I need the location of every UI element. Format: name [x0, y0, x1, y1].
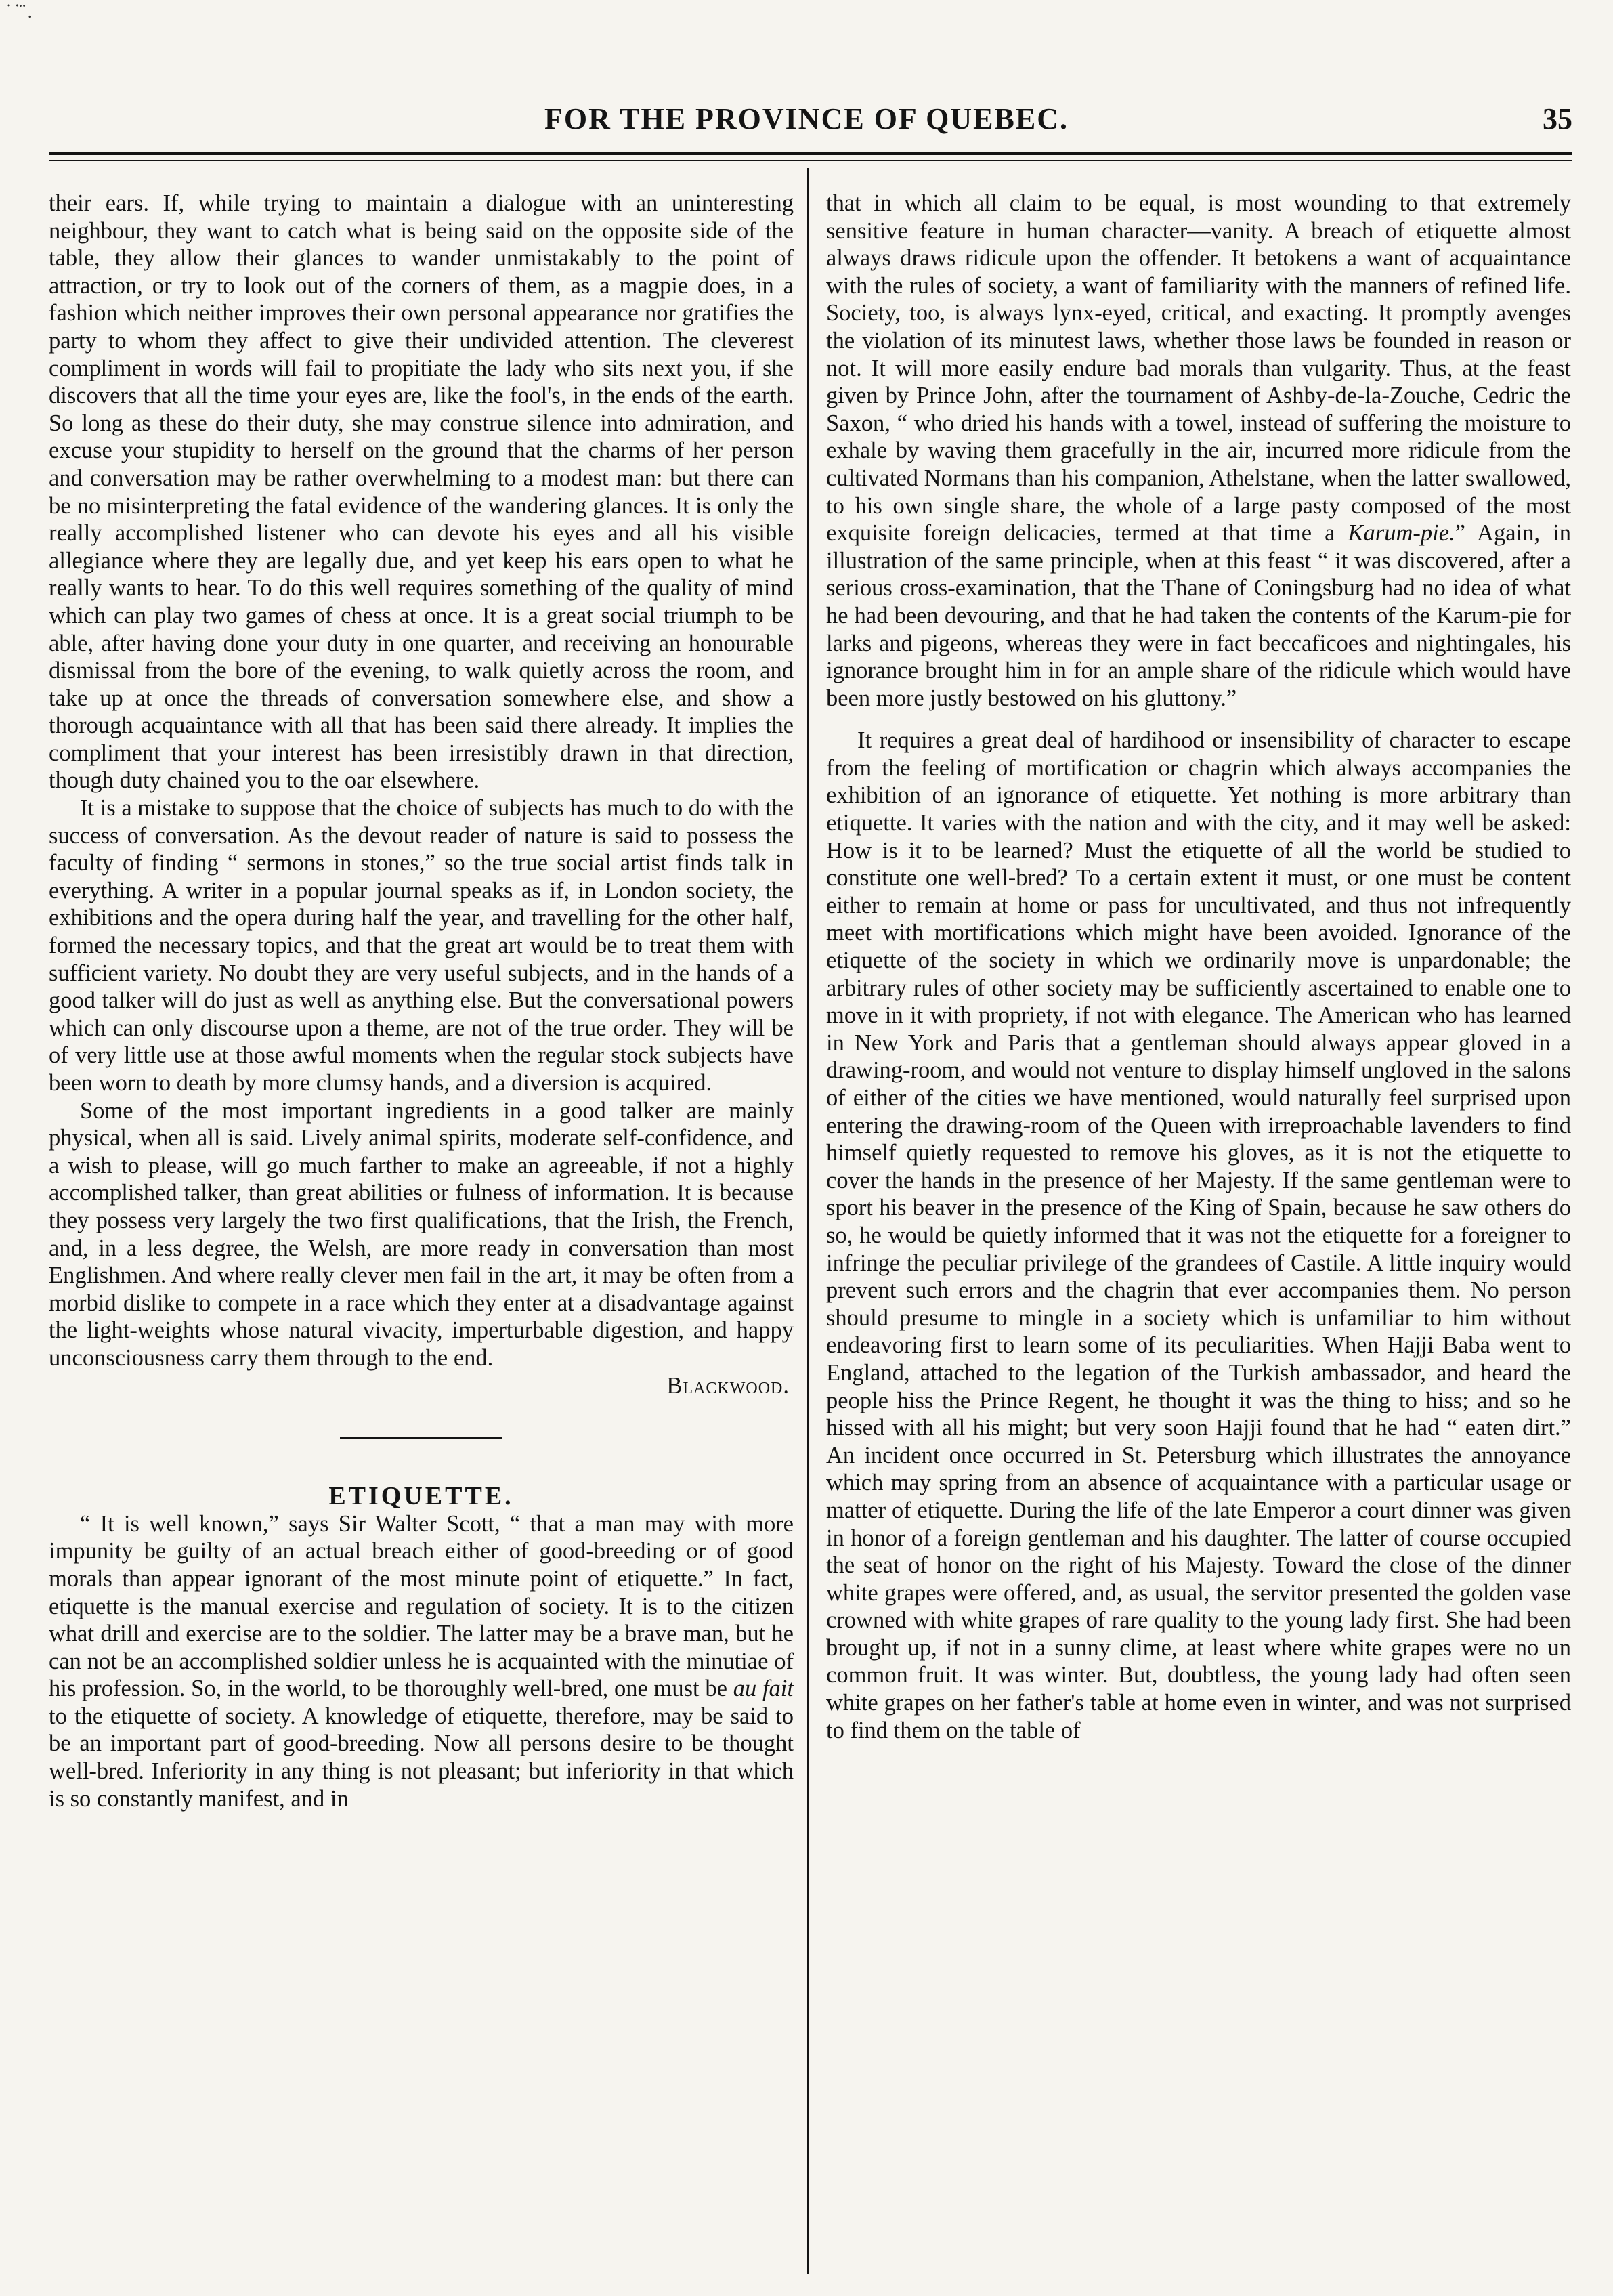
italic-au-fait: au fait — [733, 1676, 794, 1702]
paragraph-conversation-1: their ears. If, while trying to maintain a dialogue with an uninteresting neighbour, they want to catch what is being said on the opposite side of the table, they allow their glances to wander unmistakably to the point of attraction, or try to look out of the corners of them, as a magpie does, in a fashion which neither improves their own personal appearance nor gratifies the party to whom they affect to give their undivided attention. The cleverest compliment in words will fail to propitiate the lady who sits next you, if she discovers that all the time your eyes are, like the fool's, in the ends of the earth. So long as these do their duty, she may construe silence into admiration, and excuse your stupidity to herself on the ground that the charms of her person and conversation may be rather overwhelming to a modest man: but there can be no misinterpreting the fatal evidence of the wandering glances. It is only the really accomplished listener who can devote his eyes and all his visible allegiance where they are legally due, and yet keep his ears open to what he really wants to hear. To do this well requires something of the quality of mind which can play two games of chess at once. It is a great social triumph to be able, after having done your duty in one quarter, and receiving an honourable dismissal from the bore of the evening, to walk quietly across the room, and take up at once the threads of conversation somewhere else, and show a thorough acquaintance with all that has been said there already. It implies the compliment that your interest has been irresistibly drawn in that direction, though duty chained you to the oar elsewhere. — [49, 190, 794, 794]
left-column — [49, 190, 794, 2276]
paragraph-etiquette-2 — [826, 190, 1571, 712]
page-header — [41, 100, 1572, 141]
running-title: FOR THE PROVINCE OF QUEBEC. — [544, 102, 1069, 135]
section-divider — [340, 1437, 502, 1439]
right-column — [826, 190, 1571, 2276]
column-divider — [807, 168, 809, 2274]
paragraph-etiquette-2-text: that in which all claim to be equal, is most wounding to that extremely sensitive feature in human character—vanity. A breach of etiquette almost always draws ridicule upon the offender. It betokens a want of acquaintance with the rules of society, a want of familiarity with the manners of refined life. Society, too, is always lynx-eyed, critical, and exacting. It promptly avenges the violation of its minutest laws, whether those laws be founded in reason or not. It will more easily endure bad morals than vulgarity. Thus, at the feast given by Prince John, after the tournament of Ashby-de-la-Zouche, Cedric the Saxon, “ who dried his hands with a towel, instead of suffering the moisture to exhale by waving them gracefully in the air, incurred more ridicule from the cultivated Normans than his companion, Athelstane, when the latter swallowed, to his own single share, the whole of a large pasty composed of the most exquisite foreign delicacies, termed at that time a — [826, 190, 1571, 547]
paragraph-etiquette-1 — [49, 1510, 794, 1813]
italic-karum-pie: Karum-pie. — [1348, 520, 1455, 547]
header-rule-thick — [49, 152, 1572, 155]
paragraph-conversation-2: It is a mistake to suppose that the choice of subjects has much to do with the success of conversation. As the devout reader of nature is said to possess the faculty of finding “ sermons in stones,” so the true social artist finds talk in everything. A writer in a popular journal speaks as if, in London society, the exhibitions and the opera during half the year, and travelling for the other half, formed the necessary topics, and that the great art would be to treat them with sufficient variety. No doubt they are very useful subjects, and in the hands of a good talker will do just as well as anything else. But the conversational powers which can only discourse upon a theme, are not of the true order. They will be of very little use at those awful moments when the regular stock subjects have been worn to death by more clumsy hands, and a diversion is acquired. — [49, 795, 794, 1096]
paragraph-conversation-3: Some of the most important ingredients in a good talker are mainly physical, when all is said. Lively animal spirits, moderate self-confidence, and a wish to please, will go much farther to make an agreeable, if not a highly accomplished talker, than great abilities or fulness of information. It is because they possess very largely the two first qualifications, that the Irish, the French, and, in a less degree, the Welsh, are more ready in conversation than most Englishmen. And where really clever men fail in the art, it may be often from a morbid dislike to compete in a race which they enter at a disadvantage against the light-weights whose natural vivacity, imperturbable digestion, and happy unconsciousness carry them through to the end. — [49, 1097, 794, 1371]
paragraph-etiquette-1-text: “ It is well known,” says Sir Walter Scott, “ that a man may with more impunity be guilty of an actual breach either of good-breeding or of good morals than appear ignorant of the most minute point of etiquette.” In fact, etiquette is the manual exercise and regulation of society. It is to the citizen what drill and exercise are to the soldier. The latter may be a brave man, but he can not be an accomplished soldier unless he is acquainted with the minutiae of his profession. So, in the world, to be thoroughly well-bred, one must be — [49, 1510, 794, 1702]
header-rule-thin — [49, 160, 1572, 161]
page-number: 35 — [1543, 102, 1572, 135]
signature-blackwood: Blackwood. — [666, 1372, 790, 1399]
section-heading-etiquette: ETIQUETTE. — [328, 1482, 514, 1511]
paragraph-etiquette-1-cont: to the etiquette of society. A knowledge of etiquette, therefore, may be said to be an important part of good-breeding. Now all persons desire to be thought well-bred. Inferiority in any thing is not pleasant; but inferiority in that which is so constantly manifest, and in — [49, 1703, 794, 1812]
paragraph-etiquette-3: It requires a great deal of hardihood or insensibility of character to escape from the feeling of mortification or chagrin which always accompanies the exhibition of an ignorance of etiquette. Yet nothing is more arbitrary than etiquette. It varies with the nation and with the city, and it may well be asked: How is it to be learned? Must the etiquette of all the world be studied to constitute one well-bred? To a certain extent it must, or one must be content either to remain at home or pass for uncultivated, and thus not infrequently meet with mortifications which might have been avoided. Ignorance of the etiquette of the society in which we ordinarily move is unpardonable; the arbitrary rules of other society may be sufficiently ascertained to enable one to move in it with propriety, if not with elegance. The American who has learned in New York and Paris that a gentleman should always appear gloved in a drawing-room, and would not venture to display himself ungloved in the salons of either of the cities we have mentioned, would naturally feel surprised upon entering the drawing-room of the Queen with irreproachable lavenders to find himself quietly requested to remove his gloves, as it is not the etiquette to cover the hands in the presence of her Majesty. If the same gentleman were to sport his beaver in the presence of the King of Spain, because he saw others do so, he would be quietly informed that it was not the etiquette for a foreigner to infringe the peculiar privilege of the grandees of Castile. A little inquiry would prevent such errors and the chagrin that ever accompanies them. No person should presume to mingle in a society which is unfamiliar to him without endeavoring first to learn some of its peculiarities. When Hajji Baba went to England, attached to the legation of the Turkish ambassador, and heard the people hiss the Prince Regent, he thought it was the thing to hiss; and so he hissed with all his might; but very soon Hajji found that he had “ eaten dirt.” An incident once occurred in St. Petersburg which illustrates the annoyance which may spring from an absence of acquaintance with a particular usage or matter of etiquette. During the life of the late Emperor a court dinner was given in honor of a foreign gentleman and his daughter. The latter of course occupied the seat of honor on the right of his Majesty. Toward the close of the dinner white grapes were offered, and, as usual, the servitor presented the golden vase crowned with white grapes of rare quality to the young lady first. She had been brought up, if not in a sunny clime, at least where white grapes were no un common fruit. It was winter. But, doubtless, the young lady had often seen white grapes on her father's table at home even in winter, and was not surprised to find them on the table of — [826, 727, 1571, 1743]
paragraph-etiquette-2-cont: ” Again, in illustration of the same principle, when at this feast “ it was discovered, after a serious cross-examination, that the Thane of Coningsburg had no idea of what he had been devouring, and that he had taken the contents of the Karum-pie for larks and pigeons, whereas they were in fact beccaficoes and nightingales, his ignorance brought him in for an ample share of the ridicule which would have been more justly bestowed on his gluttony.” — [826, 520, 1571, 711]
stray-ink-mark: ˙ ̇ ̈ . — [5, 0, 33, 22]
